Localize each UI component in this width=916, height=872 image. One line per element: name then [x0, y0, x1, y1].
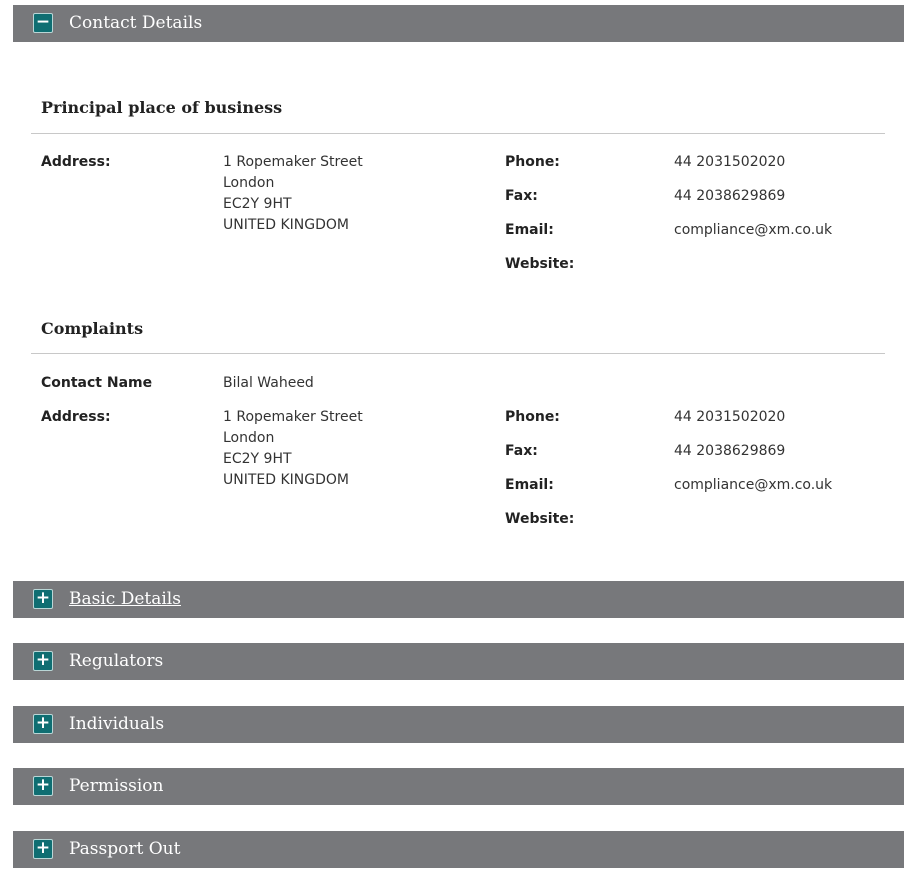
email-label: Email:: [505, 222, 554, 238]
fax-label: Fax:: [505, 443, 538, 459]
section-divider: [31, 133, 885, 134]
panel-title-regulators[interactable]: Regulators: [69, 651, 164, 671]
panel-header-regulators[interactable]: [13, 643, 904, 680]
address-value: [223, 407, 363, 491]
contact-name-value: Bilal Waheed: [223, 375, 314, 391]
panel-header-individuals[interactable]: [13, 706, 904, 743]
phone-value: 44 2031502020: [674, 154, 786, 170]
website-label: Website:: [505, 511, 575, 527]
section-divider: [31, 353, 885, 354]
email-value: compliance@xm.co.uk: [674, 477, 833, 493]
phone-label: Phone:: [505, 409, 560, 425]
address-line: UNITED KINGDOM: [223, 217, 349, 233]
address-line: London: [223, 175, 275, 191]
panel-header-permission[interactable]: [13, 768, 904, 805]
panel-title-permission[interactable]: Permission: [69, 776, 164, 796]
panel-title-individuals[interactable]: Individuals: [69, 714, 165, 734]
address-label: Address:: [41, 409, 111, 425]
email-label: Email:: [505, 477, 554, 493]
expand-plus-icon[interactable]: +: [33, 776, 53, 796]
section-heading-principal: Principal place of business: [41, 98, 283, 117]
panel-header-passport-out[interactable]: [13, 831, 904, 868]
address-line: EC2Y 9HT: [223, 196, 292, 212]
fax-label: Fax:: [505, 188, 538, 204]
panel-title-passport-out[interactable]: Passport Out: [69, 839, 181, 859]
expand-plus-icon[interactable]: +: [33, 651, 53, 671]
address-line: EC2Y 9HT: [223, 451, 292, 467]
expand-plus-icon[interactable]: +: [33, 839, 53, 859]
address-line: UNITED KINGDOM: [223, 472, 349, 488]
phone-label: Phone:: [505, 154, 560, 170]
phone-value: 44 2031502020: [674, 409, 786, 425]
expand-plus-icon[interactable]: +: [33, 589, 53, 609]
address-value: [223, 152, 363, 236]
collapse-minus-icon[interactable]: −: [33, 13, 53, 33]
contact-name-label: Contact Name: [41, 375, 153, 391]
website-label: Website:: [505, 256, 575, 272]
panel-title-contact-details[interactable]: Contact Details: [69, 13, 203, 33]
address-line: 1 Ropemaker Street: [223, 154, 363, 170]
fax-value: 44 2038629869: [674, 443, 786, 459]
address-line: 1 Ropemaker Street: [223, 409, 363, 425]
fax-value: 44 2038629869: [674, 188, 786, 204]
address-line: London: [223, 430, 275, 446]
panel-title-basic-details[interactable]: Basic Details: [69, 589, 181, 609]
panel-header-basic-details[interactable]: [13, 581, 904, 618]
address-label: Address:: [41, 154, 111, 170]
panel-header-contact-details[interactable]: [13, 5, 904, 42]
email-value: compliance@xm.co.uk: [674, 222, 833, 238]
expand-plus-icon[interactable]: +: [33, 714, 53, 734]
section-heading-complaints: Complaints: [41, 319, 144, 338]
